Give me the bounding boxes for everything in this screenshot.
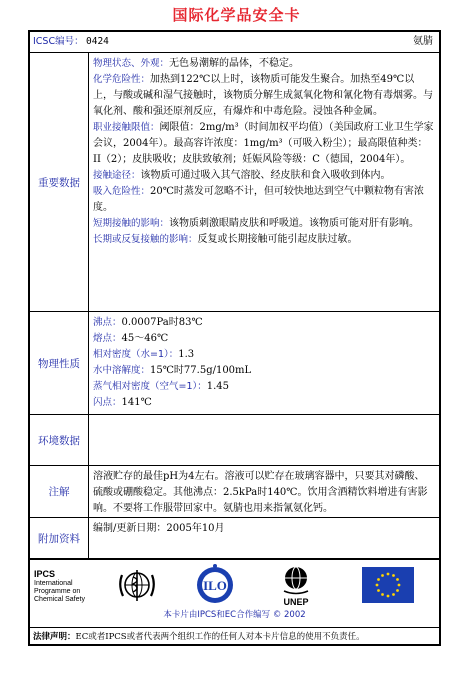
section-label-physical: 物理性质 (38, 357, 80, 370)
label-column-divider (88, 52, 89, 558)
inhalation-risk-item: 吸入危险性：20℃时蒸发可忽略不计，但可较快地达到空气中颗粒物有害浓度。 (93, 186, 424, 213)
update-date: 编制/更新日期：2005年10月 (93, 523, 225, 534)
card-credit: 本卡片由IPCS和EC合作编写 © 2002 (163, 610, 306, 620)
exposure-limit-item: 职业接触限值：阈限值：2mg/m³（时间加权平均值）（美国政府工业卫生学家会议，2004年）。最高容许浓度：1mg/m³（可吸入粉尘）；最高限值种类：II（2）；皮肤吸收；皮肤致敏剂；妊娠风险等级：C（德国，2004年）。 (93, 122, 434, 165)
section-label-environment: 环境数据 (38, 434, 80, 447)
who-emblem-icon (116, 565, 158, 605)
icsc-id-row (30, 32, 439, 52)
legal-text: EC或者IPCS或者代表两个组织工作的任何人对本卡片信息的使用不负责任。 (75, 632, 365, 642)
physical-properties-content (90, 312, 437, 414)
notes-text: 溶液贮存的最佳pH为4左右。溶液可以贮存在玻璃容器中，只要其对磷酸、硫酸或硼酸稳定。其他沸点：2.5kPa时140℃。饮用含酒精饮料增进有害影响。不要将工作服带回家中。氨腈也用来指氰氨化钙。 (93, 471, 428, 514)
legal-label: 法律声明： (33, 632, 76, 642)
long-term-effect-item: 长期或反复接触的影响：反复或长期接触可能引起皮肤过敏。 (93, 234, 358, 245)
property-item: 相对密度（水=1）：1.3 (93, 349, 195, 360)
icsc-number: 0424 (86, 36, 109, 47)
chemical-name: 氨腈 (413, 36, 433, 47)
exposure-route-item: 接触途径：该物质可通过吸入其气溶胶、经皮肤和食入吸收到体内。 (93, 170, 391, 181)
section-label-important: 重要数据 (38, 176, 80, 189)
svg-text:ILO: ILO (203, 578, 227, 593)
divider (30, 627, 439, 628)
card-title: 国际化学品安全卡 (172, 6, 301, 24)
ilo-emblem-icon (194, 563, 236, 607)
section-label-notes: 注解 (48, 486, 70, 498)
section-label-additional: 附加资料 (38, 532, 80, 545)
property-item: 闪点：141℃ (93, 397, 152, 408)
property-item: 水中溶解度：15℃时77.5g/100mL (93, 365, 252, 376)
icsc-number-label: ICSC编号： (33, 36, 84, 47)
environment-content (90, 415, 437, 465)
chemical-hazard-item: 化学危险性：加热到122℃以上时，该物质可能发生聚合。加热至49℃以上，与酸或碱和湿气接触时，该物质分解生成氮氧化物和氰化物有毒烟雾。与氧化剂、酸和强还原剂反应，有爆炸和中毒危险。浸蚀各种金属。 (93, 74, 433, 117)
legal-statement (30, 630, 439, 644)
notes-content (90, 466, 437, 517)
property-item: 蒸气相对密度（空气=1）：1.45 (93, 381, 230, 392)
short-term-effect-item: 短期接触的影响：该物质刺激眼睛皮肤和呼吸道。该物质可能对肝有影响。 (93, 218, 420, 229)
physical-state-item: 物理状态、外观：无色易潮解的晶体，不稳定。 (93, 58, 300, 69)
important-data-content (90, 53, 437, 311)
eu-flag-icon (362, 567, 414, 603)
unep-emblem-icon (274, 563, 318, 599)
ipcs-logo-text: IPCS International Programme on Chemical Safety (34, 569, 85, 603)
property-item: 沸点：0.0007Pa时83℃ (93, 317, 203, 328)
divider (30, 558, 439, 560)
additional-content (90, 518, 437, 558)
property-item: 熔点：45～46℃ (93, 333, 169, 344)
unep-label: UNEP (283, 597, 309, 607)
